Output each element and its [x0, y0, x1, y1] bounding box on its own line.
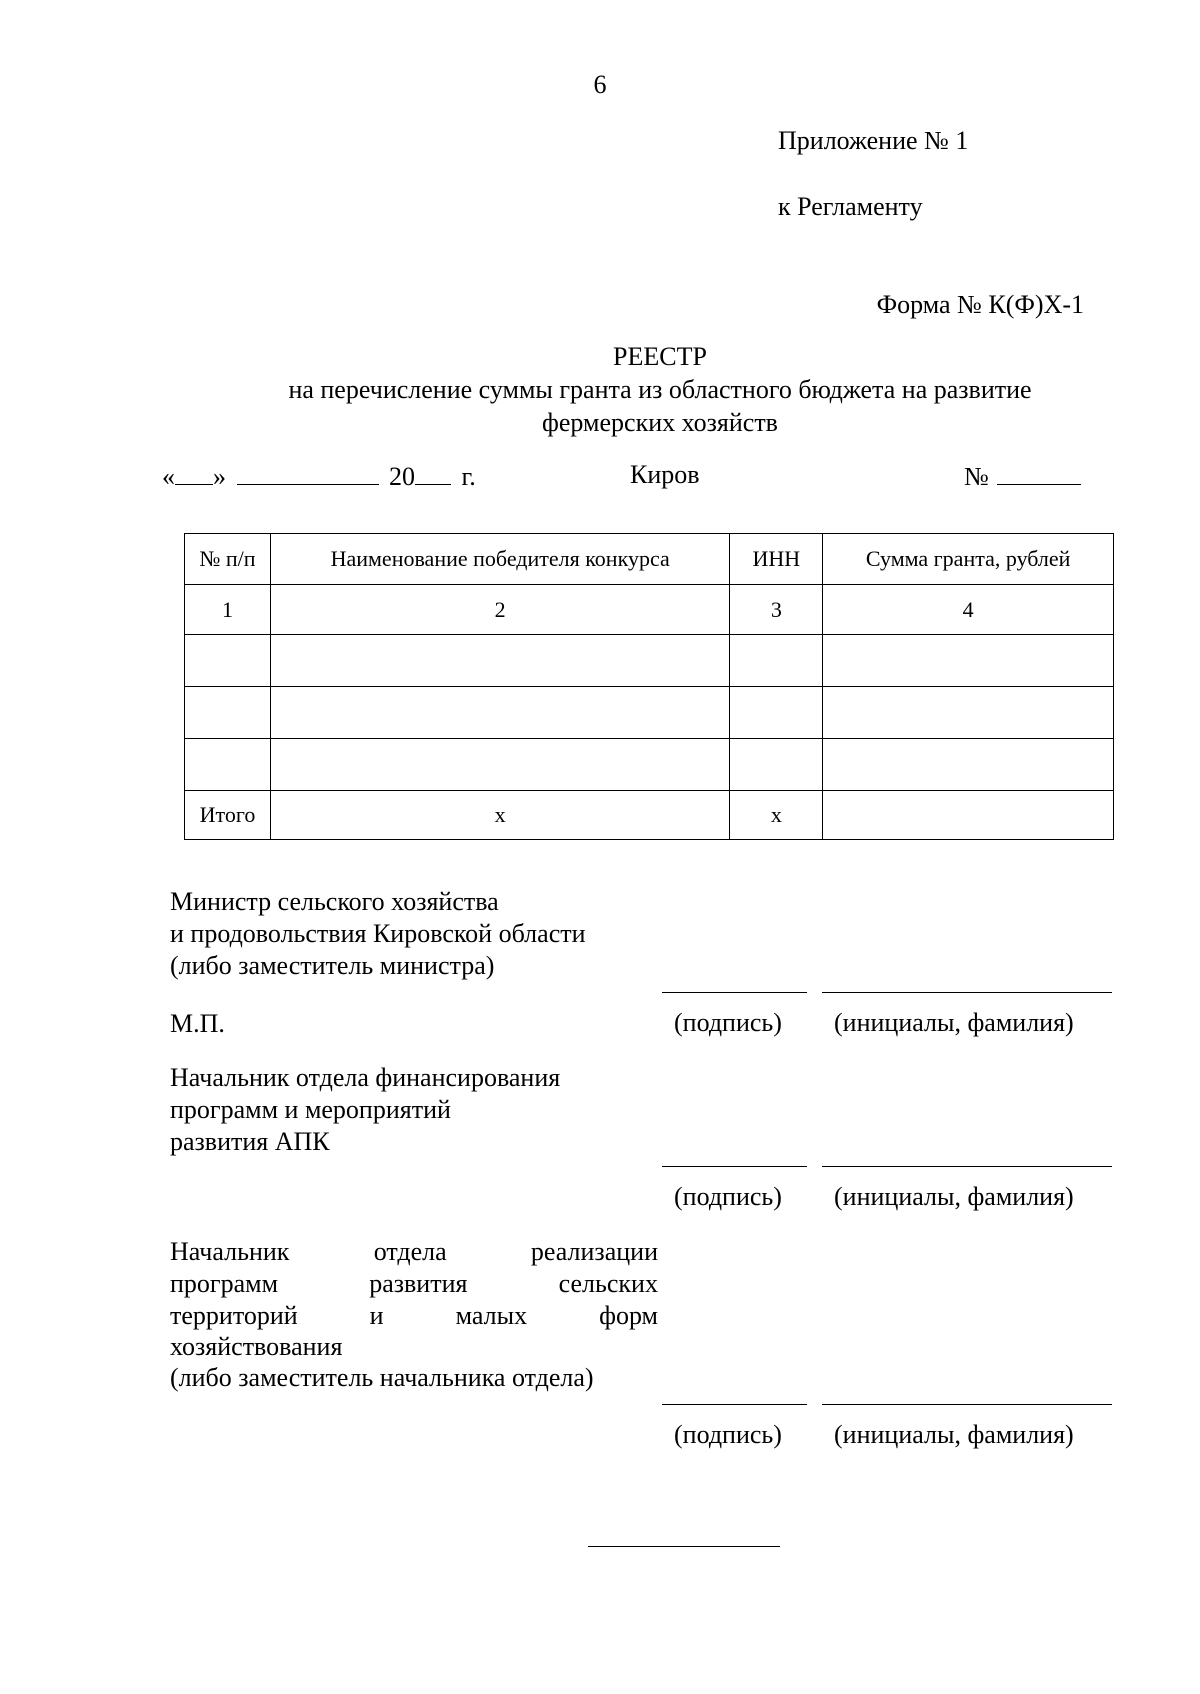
finance-head-signature-caption: (подпись) [674, 1182, 782, 1211]
total-amount-cell [823, 791, 1114, 840]
minister-title-line-2: и продовольствия Кировской области [170, 919, 586, 948]
minister-name-caption: (инициалы, фамилия) [834, 1008, 1074, 1037]
finance-head-title-line-1: Начальник отдела финансирования [170, 1063, 561, 1092]
header-grant-amount: Сумма гранта, рублей [823, 534, 1114, 585]
rural-head-title-line-5: (либо заместитель начальника отдела) [170, 1363, 594, 1392]
rural-head-title-line-4: хозяйствования [170, 1332, 343, 1361]
finance-head-title [170, 1062, 560, 1158]
registry-table [184, 533, 1114, 840]
rural-head-word: форм [599, 1301, 658, 1330]
table-cell [730, 635, 823, 687]
rural-head-word: и [369, 1301, 384, 1330]
total-row [185, 791, 1114, 840]
table-cell [730, 739, 823, 791]
month-blank [237, 460, 379, 485]
total-winner-cell: х [270, 791, 729, 840]
appendix-title: Приложение № 1 [778, 126, 969, 155]
total-inn-cell: х [730, 791, 823, 840]
form-number: Форма № К(Ф)Х-1 [876, 290, 1084, 319]
title-line-2: на перечисление суммы гранта из областного бюджета на развитие [288, 375, 1032, 404]
table-cell [823, 739, 1114, 791]
registry-number-field [964, 460, 1081, 492]
header-row-number: № п/п [185, 534, 271, 585]
column-number: 3 [730, 585, 823, 635]
minister-title-line-3: (либо заместитель министра) [170, 951, 495, 980]
minister-signature-line [662, 992, 807, 993]
table-cell [185, 739, 271, 791]
table-row [185, 635, 1114, 687]
table-cell [823, 635, 1114, 687]
finance-head-name-caption: (инициалы, фамилия) [834, 1182, 1074, 1211]
rural-head-word: территорий [170, 1301, 298, 1330]
table-cell [730, 687, 823, 739]
date-close-quote: » [213, 462, 226, 491]
title-line-1: РЕЕСТР [613, 342, 707, 371]
page-number: 6 [593, 70, 607, 99]
rural-head-title-line-3 [170, 1300, 658, 1332]
header-winner-name: Наименование победителя конкурса [270, 534, 729, 585]
finance-head-title-line-3: развития АПК [170, 1127, 330, 1156]
column-number: 4 [823, 585, 1114, 635]
rural-head-word: развития [369, 1269, 468, 1298]
table-cell [823, 687, 1114, 739]
registry-number-blank [997, 460, 1081, 485]
header-inn: ИНН [730, 534, 823, 585]
finance-head-signature-line [662, 1166, 807, 1167]
year-blank [415, 460, 451, 485]
city-name: Киров [630, 460, 700, 489]
table-row [185, 739, 1114, 791]
rural-head-word: программ [170, 1269, 279, 1298]
finance-head-name-line [822, 1166, 1112, 1167]
closing-line [588, 1546, 780, 1547]
rural-head-signature-line [662, 1404, 807, 1405]
stamp-label: М.П. [170, 1009, 225, 1038]
year-prefix: 20 [389, 462, 415, 491]
table-cell [270, 635, 729, 687]
minister-name-line [822, 992, 1112, 993]
rural-head-word: отдела [373, 1237, 447, 1266]
rural-head-word: сельских [558, 1269, 658, 1298]
minister-title-line-1: Министр сельского хозяйства [170, 887, 499, 916]
table-row [185, 687, 1114, 739]
rural-head-word: реализации [530, 1237, 658, 1266]
title-line-3: фермерских хозяйств [542, 408, 778, 437]
table-header-row [185, 534, 1114, 585]
table-cell [270, 739, 729, 791]
column-number-row [185, 585, 1114, 635]
rural-head-word: Начальник [170, 1237, 290, 1266]
total-label: Итого [185, 791, 271, 840]
rural-head-title-line-1 [170, 1236, 658, 1268]
document-title [230, 340, 1090, 439]
table-cell [185, 635, 271, 687]
year-suffix: г. [461, 462, 476, 491]
minister-signature-caption: (подпись) [674, 1008, 782, 1037]
appendix-reference: к Регламенту [778, 192, 923, 221]
date-open-quote: « [162, 462, 175, 491]
day-blank [175, 460, 213, 485]
column-number: 1 [185, 585, 271, 635]
rural-head-signature-caption: (подпись) [674, 1420, 782, 1449]
rural-head-name-caption: (инициалы, фамилия) [834, 1420, 1074, 1449]
table-cell [185, 687, 271, 739]
rural-head-name-line [822, 1404, 1112, 1405]
column-number: 2 [270, 585, 729, 635]
minister-title [170, 886, 586, 982]
number-sign: № [964, 462, 989, 491]
rural-head-word: малых [455, 1301, 528, 1330]
finance-head-title-line-2: программ и мероприятий [170, 1095, 451, 1124]
table-cell [270, 687, 729, 739]
rural-head-title-line-2 [170, 1268, 658, 1300]
date-field [162, 460, 476, 492]
rural-head-title [170, 1236, 658, 1394]
